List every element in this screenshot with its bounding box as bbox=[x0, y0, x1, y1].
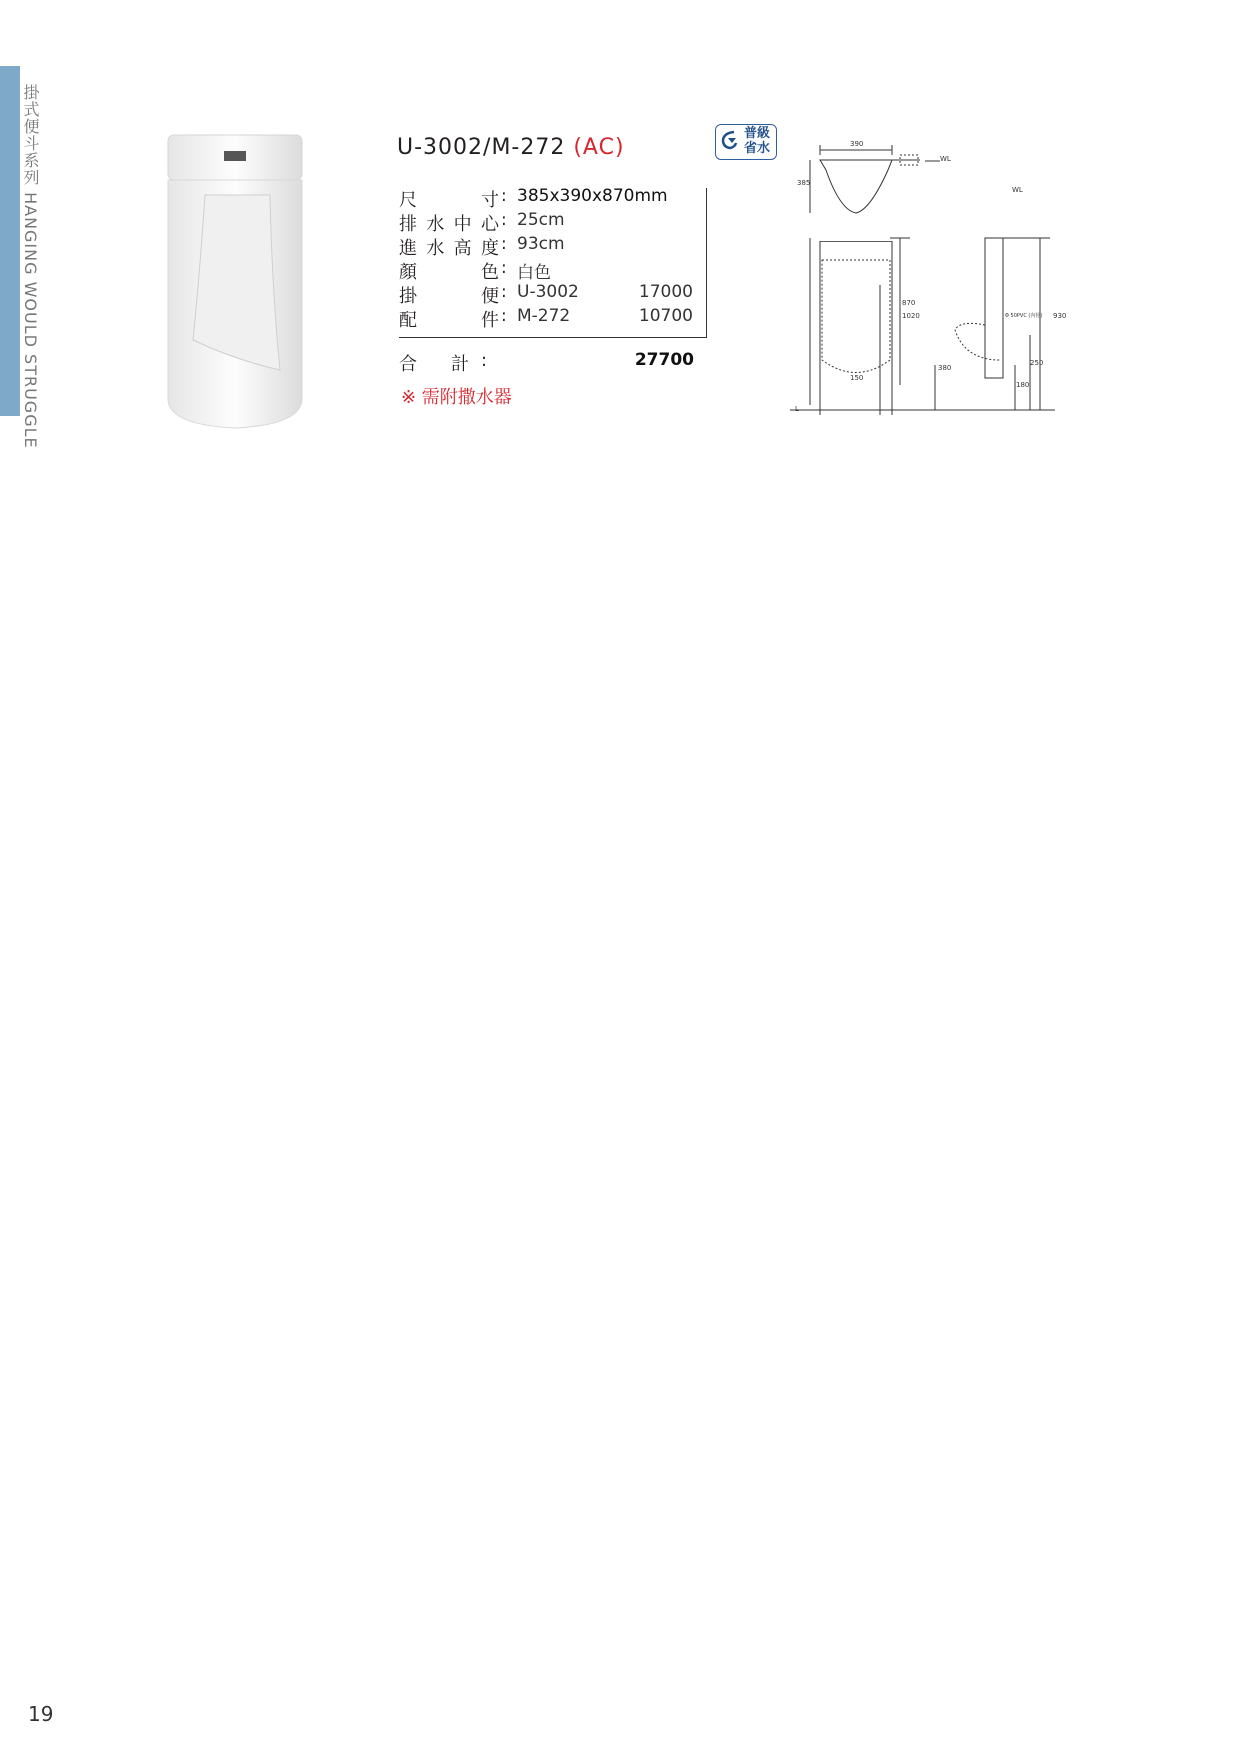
spec-divider-vertical bbox=[706, 188, 707, 338]
floor-label: L bbox=[795, 405, 799, 413]
technical-drawing bbox=[790, 135, 1120, 415]
spec-table bbox=[399, 186, 709, 330]
spec-row-accessory: 配 件 : M-272 10700 bbox=[399, 306, 693, 331]
spec-row-drain-center: 排 水 中 心 : 25cm bbox=[399, 210, 565, 235]
spec-divider-horizontal bbox=[399, 337, 707, 338]
page-number: 19 bbox=[28, 1702, 54, 1726]
urinal-photo bbox=[160, 130, 310, 430]
wl-label: WL bbox=[940, 155, 951, 163]
dim-label: 180 bbox=[1016, 381, 1030, 389]
dim-label: 1020 bbox=[902, 312, 920, 320]
dim-label: 930 bbox=[1053, 312, 1067, 320]
dim-label: 385 bbox=[797, 179, 811, 187]
dim-label: 380 bbox=[938, 364, 952, 372]
wl-label: WL bbox=[1012, 186, 1023, 194]
water-saving-badge: 普級 省水 bbox=[715, 124, 777, 160]
spec-row-inlet-height: 進 水 高 度 : 93cm bbox=[399, 234, 565, 259]
pipe-label: Φ 50PVC (內徑) bbox=[1005, 313, 1043, 319]
model-title: U-3002/M-272 (AC) bbox=[397, 135, 625, 160]
dim-label: 870 bbox=[902, 299, 916, 307]
dim-label: 390 bbox=[850, 140, 864, 148]
product-section-u3002 bbox=[0, 0, 1241, 413]
dim-label: 150 bbox=[850, 374, 864, 382]
dim-label: 250 bbox=[1030, 359, 1044, 367]
spec-row-color: 顏 色 : 白色 bbox=[399, 258, 551, 283]
water-drop-icon bbox=[721, 130, 738, 150]
spec-row-size: 尺 寸 : 385x390x870mm bbox=[399, 186, 668, 211]
sidebar-category-label: 掛式便斗系列 HANGING WOULD STRUGGLE bbox=[21, 84, 40, 449]
total-row: 合 計 : 27700 bbox=[399, 350, 694, 375]
note-text: ※ 需附撒水器 bbox=[401, 387, 512, 408]
spec-row-urinal: 掛 便 : U-3002 17000 bbox=[399, 282, 693, 307]
